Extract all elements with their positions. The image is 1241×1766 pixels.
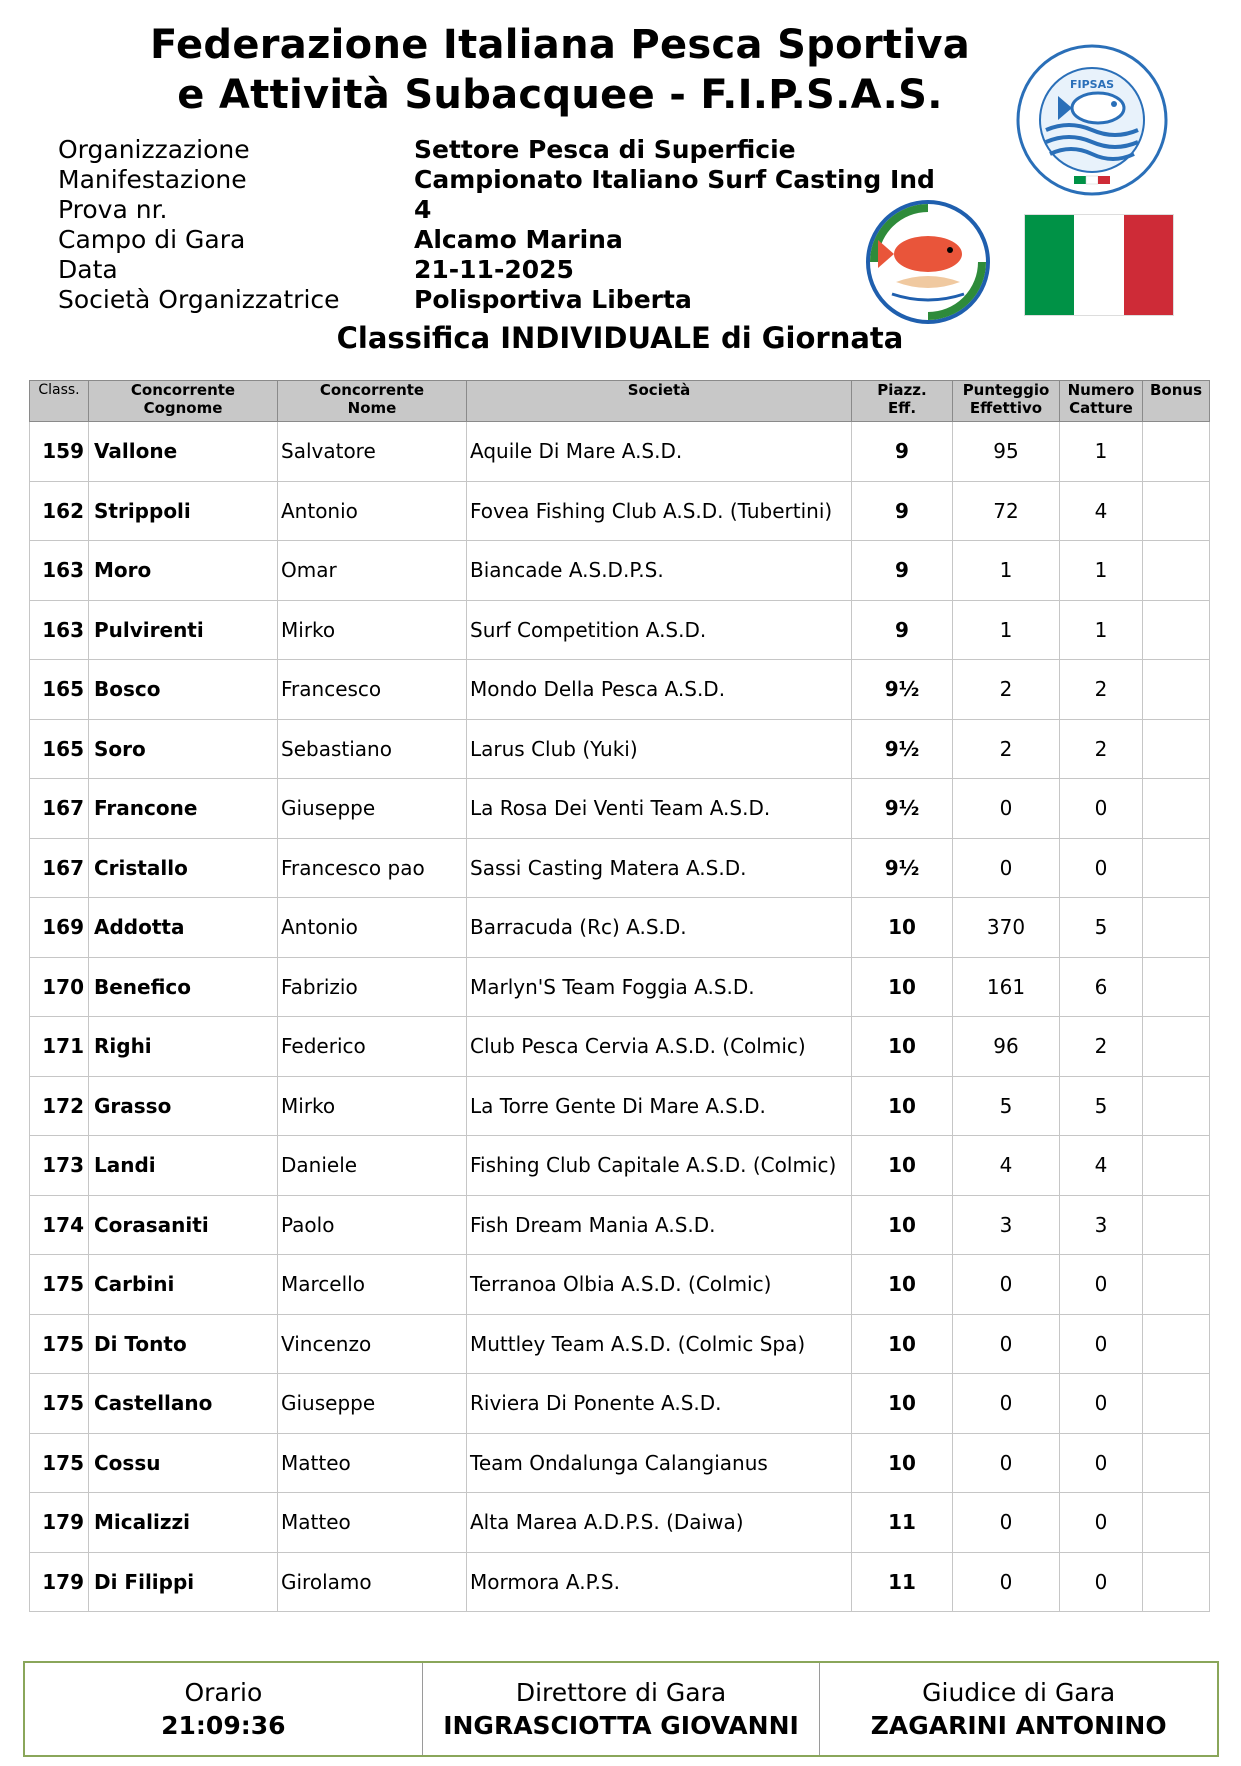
info-row-societa <box>58 284 938 314</box>
col-header-society: Società <box>467 381 852 422</box>
cell-surname: Castellano <box>89 1374 278 1434</box>
cell-name: Vincenzo <box>278 1314 467 1374</box>
cell-score: 2 <box>953 660 1060 720</box>
info-value: 21-11-2025 <box>414 254 574 284</box>
cell-bonus <box>1143 898 1210 958</box>
cell-place: 9 <box>852 481 953 541</box>
table-row <box>30 838 1210 898</box>
cell-score: 72 <box>953 481 1060 541</box>
title-line-2: e Attività Subacquee - F.I.P.S.A.S. <box>177 72 943 118</box>
cell-society: Mormora A.P.S. <box>467 1552 852 1612</box>
cell-surname: Carbini <box>89 1255 278 1315</box>
cell-name: Daniele <box>278 1136 467 1196</box>
cell-name: Fabrizio <box>278 957 467 1017</box>
info-row-organizzazione <box>58 134 938 164</box>
info-row-campo <box>58 224 938 254</box>
cell-surname: Righi <box>89 1017 278 1077</box>
info-label: Data <box>58 254 118 284</box>
col-header-bonus: Bonus <box>1143 381 1210 422</box>
cell-place: 11 <box>852 1552 953 1612</box>
table-row <box>30 422 1210 482</box>
cell-bonus <box>1143 779 1210 839</box>
cell-score: 95 <box>953 422 1060 482</box>
cell-surname: Vallone <box>89 422 278 482</box>
info-label: Campo di Gara <box>58 224 246 254</box>
cell-class: 162 <box>30 481 89 541</box>
table-row <box>30 660 1210 720</box>
table-row <box>30 957 1210 1017</box>
cell-bonus <box>1143 1017 1210 1077</box>
cell-name: Francesco <box>278 660 467 720</box>
cell-name: Giuseppe <box>278 779 467 839</box>
info-row-manifestazione <box>58 164 938 194</box>
cell-name: Paolo <box>278 1195 467 1255</box>
time-value: 21:09:36 <box>161 1711 286 1740</box>
cell-society: Fish Dream Mania A.S.D. <box>467 1195 852 1255</box>
cell-society: Larus Club (Yuki) <box>467 719 852 779</box>
info-label: Società Organizzatrice <box>58 284 340 314</box>
cell-catches: 5 <box>1060 898 1143 958</box>
cell-society: Surf Competition A.S.D. <box>467 600 852 660</box>
cell-bonus <box>1143 1195 1210 1255</box>
cell-class: 172 <box>30 1076 89 1136</box>
cell-catches: 0 <box>1060 1314 1143 1374</box>
emblem-short-text: FIPSAS <box>1069 78 1115 91</box>
cell-class: 175 <box>30 1255 89 1315</box>
cell-society: Fovea Fishing Club A.S.D. (Tubertini) <box>467 481 852 541</box>
cell-class: 174 <box>30 1195 89 1255</box>
cell-score: 370 <box>953 898 1060 958</box>
cell-name: Matteo <box>278 1493 467 1553</box>
cell-bonus <box>1143 838 1210 898</box>
cell-place: 10 <box>852 1255 953 1315</box>
cell-bonus <box>1143 1255 1210 1315</box>
cell-score: 161 <box>953 957 1060 1017</box>
cell-society: Alta Marea A.D.P.S. (Daiwa) <box>467 1493 852 1553</box>
col-header-place: Piazz. Eff. <box>852 381 953 422</box>
cell-class: 179 <box>30 1493 89 1553</box>
cell-place: 10 <box>852 1433 953 1493</box>
cell-class: 165 <box>30 719 89 779</box>
table-row <box>30 1552 1210 1612</box>
cell-place: 9 <box>852 541 953 601</box>
cell-class: 175 <box>30 1314 89 1374</box>
cell-score: 0 <box>953 1374 1060 1434</box>
cell-class: 170 <box>30 957 89 1017</box>
table-row <box>30 719 1210 779</box>
cell-name: Girolamo <box>278 1552 467 1612</box>
cell-class: 163 <box>30 600 89 660</box>
col-header-score: Punteggio Effettivo <box>953 381 1060 422</box>
cell-score: 0 <box>953 1314 1060 1374</box>
cell-surname: Addotta <box>89 898 278 958</box>
cell-name: Omar <box>278 541 467 601</box>
cell-catches: 0 <box>1060 1552 1143 1612</box>
cell-score: 0 <box>953 1552 1060 1612</box>
cell-score: 2 <box>953 719 1060 779</box>
cell-bonus <box>1143 1552 1210 1612</box>
cell-catches: 0 <box>1060 838 1143 898</box>
cell-surname: Cristallo <box>89 838 278 898</box>
col-header-class: Class. <box>30 381 89 422</box>
ranking-table <box>29 380 1210 1612</box>
info-label: Prova nr. <box>58 194 168 224</box>
cell-society: Biancade A.S.D.P.S. <box>467 541 852 601</box>
cell-score: 5 <box>953 1076 1060 1136</box>
cell-bonus <box>1143 719 1210 779</box>
cell-society: La Torre Gente Di Mare A.S.D. <box>467 1076 852 1136</box>
cell-name: Mirko <box>278 1076 467 1136</box>
cell-place: 10 <box>852 957 953 1017</box>
cell-society: Fishing Club Capitale A.S.D. (Colmic) <box>467 1136 852 1196</box>
cell-name: Federico <box>278 1017 467 1077</box>
ranking-title: Classifica INDIVIDUALE di Giornata <box>336 321 904 355</box>
table-row <box>30 481 1210 541</box>
cell-name: Antonio <box>278 898 467 958</box>
table-row <box>30 1017 1210 1077</box>
cell-place: 10 <box>852 898 953 958</box>
cell-society: Aquile Di Mare A.S.D. <box>467 422 852 482</box>
cell-catches: 0 <box>1060 779 1143 839</box>
footer-judge <box>820 1663 1217 1755</box>
table-header-row <box>30 381 1210 422</box>
cell-bonus <box>1143 1433 1210 1493</box>
cell-score: 0 <box>953 1493 1060 1553</box>
cell-name: Matteo <box>278 1433 467 1493</box>
table-row <box>30 1076 1210 1136</box>
cell-society: Mondo Della Pesca A.S.D. <box>467 660 852 720</box>
cell-catches: 3 <box>1060 1195 1143 1255</box>
cell-class: 175 <box>30 1374 89 1434</box>
cell-name: Francesco pao <box>278 838 467 898</box>
cell-class: 173 <box>30 1136 89 1196</box>
cell-name: Antonio <box>278 481 467 541</box>
cell-society: Riviera Di Ponente A.S.D. <box>467 1374 852 1434</box>
cell-name: Giuseppe <box>278 1374 467 1434</box>
table-row <box>30 1314 1210 1374</box>
cell-catches: 4 <box>1060 1136 1143 1196</box>
info-value: Settore Pesca di Superficie <box>414 134 796 164</box>
cell-catches: 5 <box>1060 1076 1143 1136</box>
table-row <box>30 779 1210 839</box>
cell-name: Mirko <box>278 600 467 660</box>
info-label: Organizzazione <box>58 134 250 164</box>
event-info <box>58 134 938 314</box>
judge-label: Giudice di Gara <box>922 1678 1116 1707</box>
info-value: Campionato Italiano Surf Casting Ind <box>414 164 935 194</box>
cell-place: 10 <box>852 1195 953 1255</box>
cell-bonus <box>1143 1493 1210 1553</box>
cell-place: 9½ <box>852 660 953 720</box>
fipsas-emblem-logo <box>1016 44 1168 196</box>
cell-catches: 0 <box>1060 1433 1143 1493</box>
col-header-catches: Numero Catture <box>1060 381 1143 422</box>
info-label: Manifestazione <box>58 164 247 194</box>
info-row-data <box>58 254 938 284</box>
cell-society: Team Ondalunga Calangianus <box>467 1433 852 1493</box>
cell-name: Salvatore <box>278 422 467 482</box>
cell-place: 11 <box>852 1493 953 1553</box>
cell-surname: Benefico <box>89 957 278 1017</box>
cell-bonus <box>1143 1374 1210 1434</box>
cell-catches: 0 <box>1060 1255 1143 1315</box>
cell-bonus <box>1143 481 1210 541</box>
cell-society: Muttley Team A.S.D. (Colmic Spa) <box>467 1314 852 1374</box>
cell-surname: Pulvirenti <box>89 600 278 660</box>
table-row <box>30 1374 1210 1434</box>
cell-catches: 0 <box>1060 1374 1143 1434</box>
cell-place: 9½ <box>852 719 953 779</box>
cell-catches: 1 <box>1060 541 1143 601</box>
cell-place: 10 <box>852 1314 953 1374</box>
cell-surname: Micalizzi <box>89 1493 278 1553</box>
table-row <box>30 1136 1210 1196</box>
italian-flag-icon <box>1024 214 1174 316</box>
info-value: Polisportiva Liberta <box>414 284 692 314</box>
cell-class: 165 <box>30 660 89 720</box>
cell-society: Sassi Casting Matera A.S.D. <box>467 838 852 898</box>
judge-value: ZAGARINI ANTONINO <box>870 1711 1167 1740</box>
cell-surname: Soro <box>89 719 278 779</box>
cell-class: 167 <box>30 779 89 839</box>
cell-score: 96 <box>953 1017 1060 1077</box>
cell-catches: 6 <box>1060 957 1143 1017</box>
cell-surname: Francone <box>89 779 278 839</box>
cell-catches: 1 <box>1060 600 1143 660</box>
cell-catches: 1 <box>1060 422 1143 482</box>
cell-catches: 4 <box>1060 481 1143 541</box>
table-row <box>30 1255 1210 1315</box>
cell-score: 0 <box>953 779 1060 839</box>
cell-place: 10 <box>852 1374 953 1434</box>
cell-class: 159 <box>30 422 89 482</box>
table-row <box>30 541 1210 601</box>
table-row <box>30 1433 1210 1493</box>
cell-bonus <box>1143 600 1210 660</box>
cell-surname: Bosco <box>89 660 278 720</box>
cell-society: Club Pesca Cervia A.S.D. (Colmic) <box>467 1017 852 1077</box>
cell-score: 0 <box>953 1255 1060 1315</box>
cell-name: Marcello <box>278 1255 467 1315</box>
cell-name: Sebastiano <box>278 719 467 779</box>
col-header-name: Concorrente Nome <box>278 381 467 422</box>
cell-class: 171 <box>30 1017 89 1077</box>
cell-score: 3 <box>953 1195 1060 1255</box>
table-row <box>30 600 1210 660</box>
cell-surname: Strippoli <box>89 481 278 541</box>
cell-bonus <box>1143 541 1210 601</box>
cell-place: 9½ <box>852 838 953 898</box>
cell-bonus <box>1143 1076 1210 1136</box>
cell-surname: Corasaniti <box>89 1195 278 1255</box>
director-value: INGRASCIOTTA GIOVANNI <box>443 1711 799 1740</box>
cell-place: 10 <box>852 1017 953 1077</box>
table-row <box>30 898 1210 958</box>
cell-surname: Di Tonto <box>89 1314 278 1374</box>
cell-score: 1 <box>953 600 1060 660</box>
footer-director <box>423 1663 821 1755</box>
cell-class: 169 <box>30 898 89 958</box>
cell-surname: Cossu <box>89 1433 278 1493</box>
cell-catches: 2 <box>1060 660 1143 720</box>
info-value: 4 <box>414 194 432 224</box>
cell-class: 179 <box>30 1552 89 1612</box>
cell-surname: Di Filippi <box>89 1552 278 1612</box>
cell-score: 1 <box>953 541 1060 601</box>
cell-catches: 2 <box>1060 719 1143 779</box>
title-line-1: Federazione Italiana Pesca Sportiva <box>149 22 971 68</box>
table-row <box>30 1493 1210 1553</box>
info-row-prova <box>58 194 938 224</box>
footer-signatures <box>23 1661 1219 1757</box>
cell-catches: 0 <box>1060 1493 1143 1553</box>
cell-score: 0 <box>953 1433 1060 1493</box>
cell-society: Terranoa Olbia A.S.D. (Colmic) <box>467 1255 852 1315</box>
footer-time <box>25 1663 423 1755</box>
cell-society: Barracuda (Rc) A.S.D. <box>467 898 852 958</box>
cell-bonus <box>1143 422 1210 482</box>
cell-society: La Rosa Dei Venti Team A.S.D. <box>467 779 852 839</box>
cell-place: 9 <box>852 422 953 482</box>
cell-bonus <box>1143 1136 1210 1196</box>
cell-society: Marlyn'S Team Foggia A.S.D. <box>467 957 852 1017</box>
time-label: Orario <box>184 1678 263 1707</box>
cell-place: 9 <box>852 600 953 660</box>
cell-bonus <box>1143 1314 1210 1374</box>
cell-score: 0 <box>953 838 1060 898</box>
cell-surname: Moro <box>89 541 278 601</box>
cell-class: 175 <box>30 1433 89 1493</box>
cell-bonus <box>1143 957 1210 1017</box>
cell-score: 4 <box>953 1136 1060 1196</box>
cell-place: 9½ <box>852 779 953 839</box>
cell-class: 167 <box>30 838 89 898</box>
cell-surname: Grasso <box>89 1076 278 1136</box>
cell-class: 163 <box>30 541 89 601</box>
cell-place: 10 <box>852 1136 953 1196</box>
director-label: Direttore di Gara <box>515 1678 727 1707</box>
table-row <box>30 1195 1210 1255</box>
cell-catches: 2 <box>1060 1017 1143 1077</box>
cell-surname: Landi <box>89 1136 278 1196</box>
info-value: Alcamo Marina <box>414 224 623 254</box>
cell-bonus <box>1143 660 1210 720</box>
cell-place: 10 <box>852 1076 953 1136</box>
col-header-surname: Concorrente Cognome <box>89 381 278 422</box>
